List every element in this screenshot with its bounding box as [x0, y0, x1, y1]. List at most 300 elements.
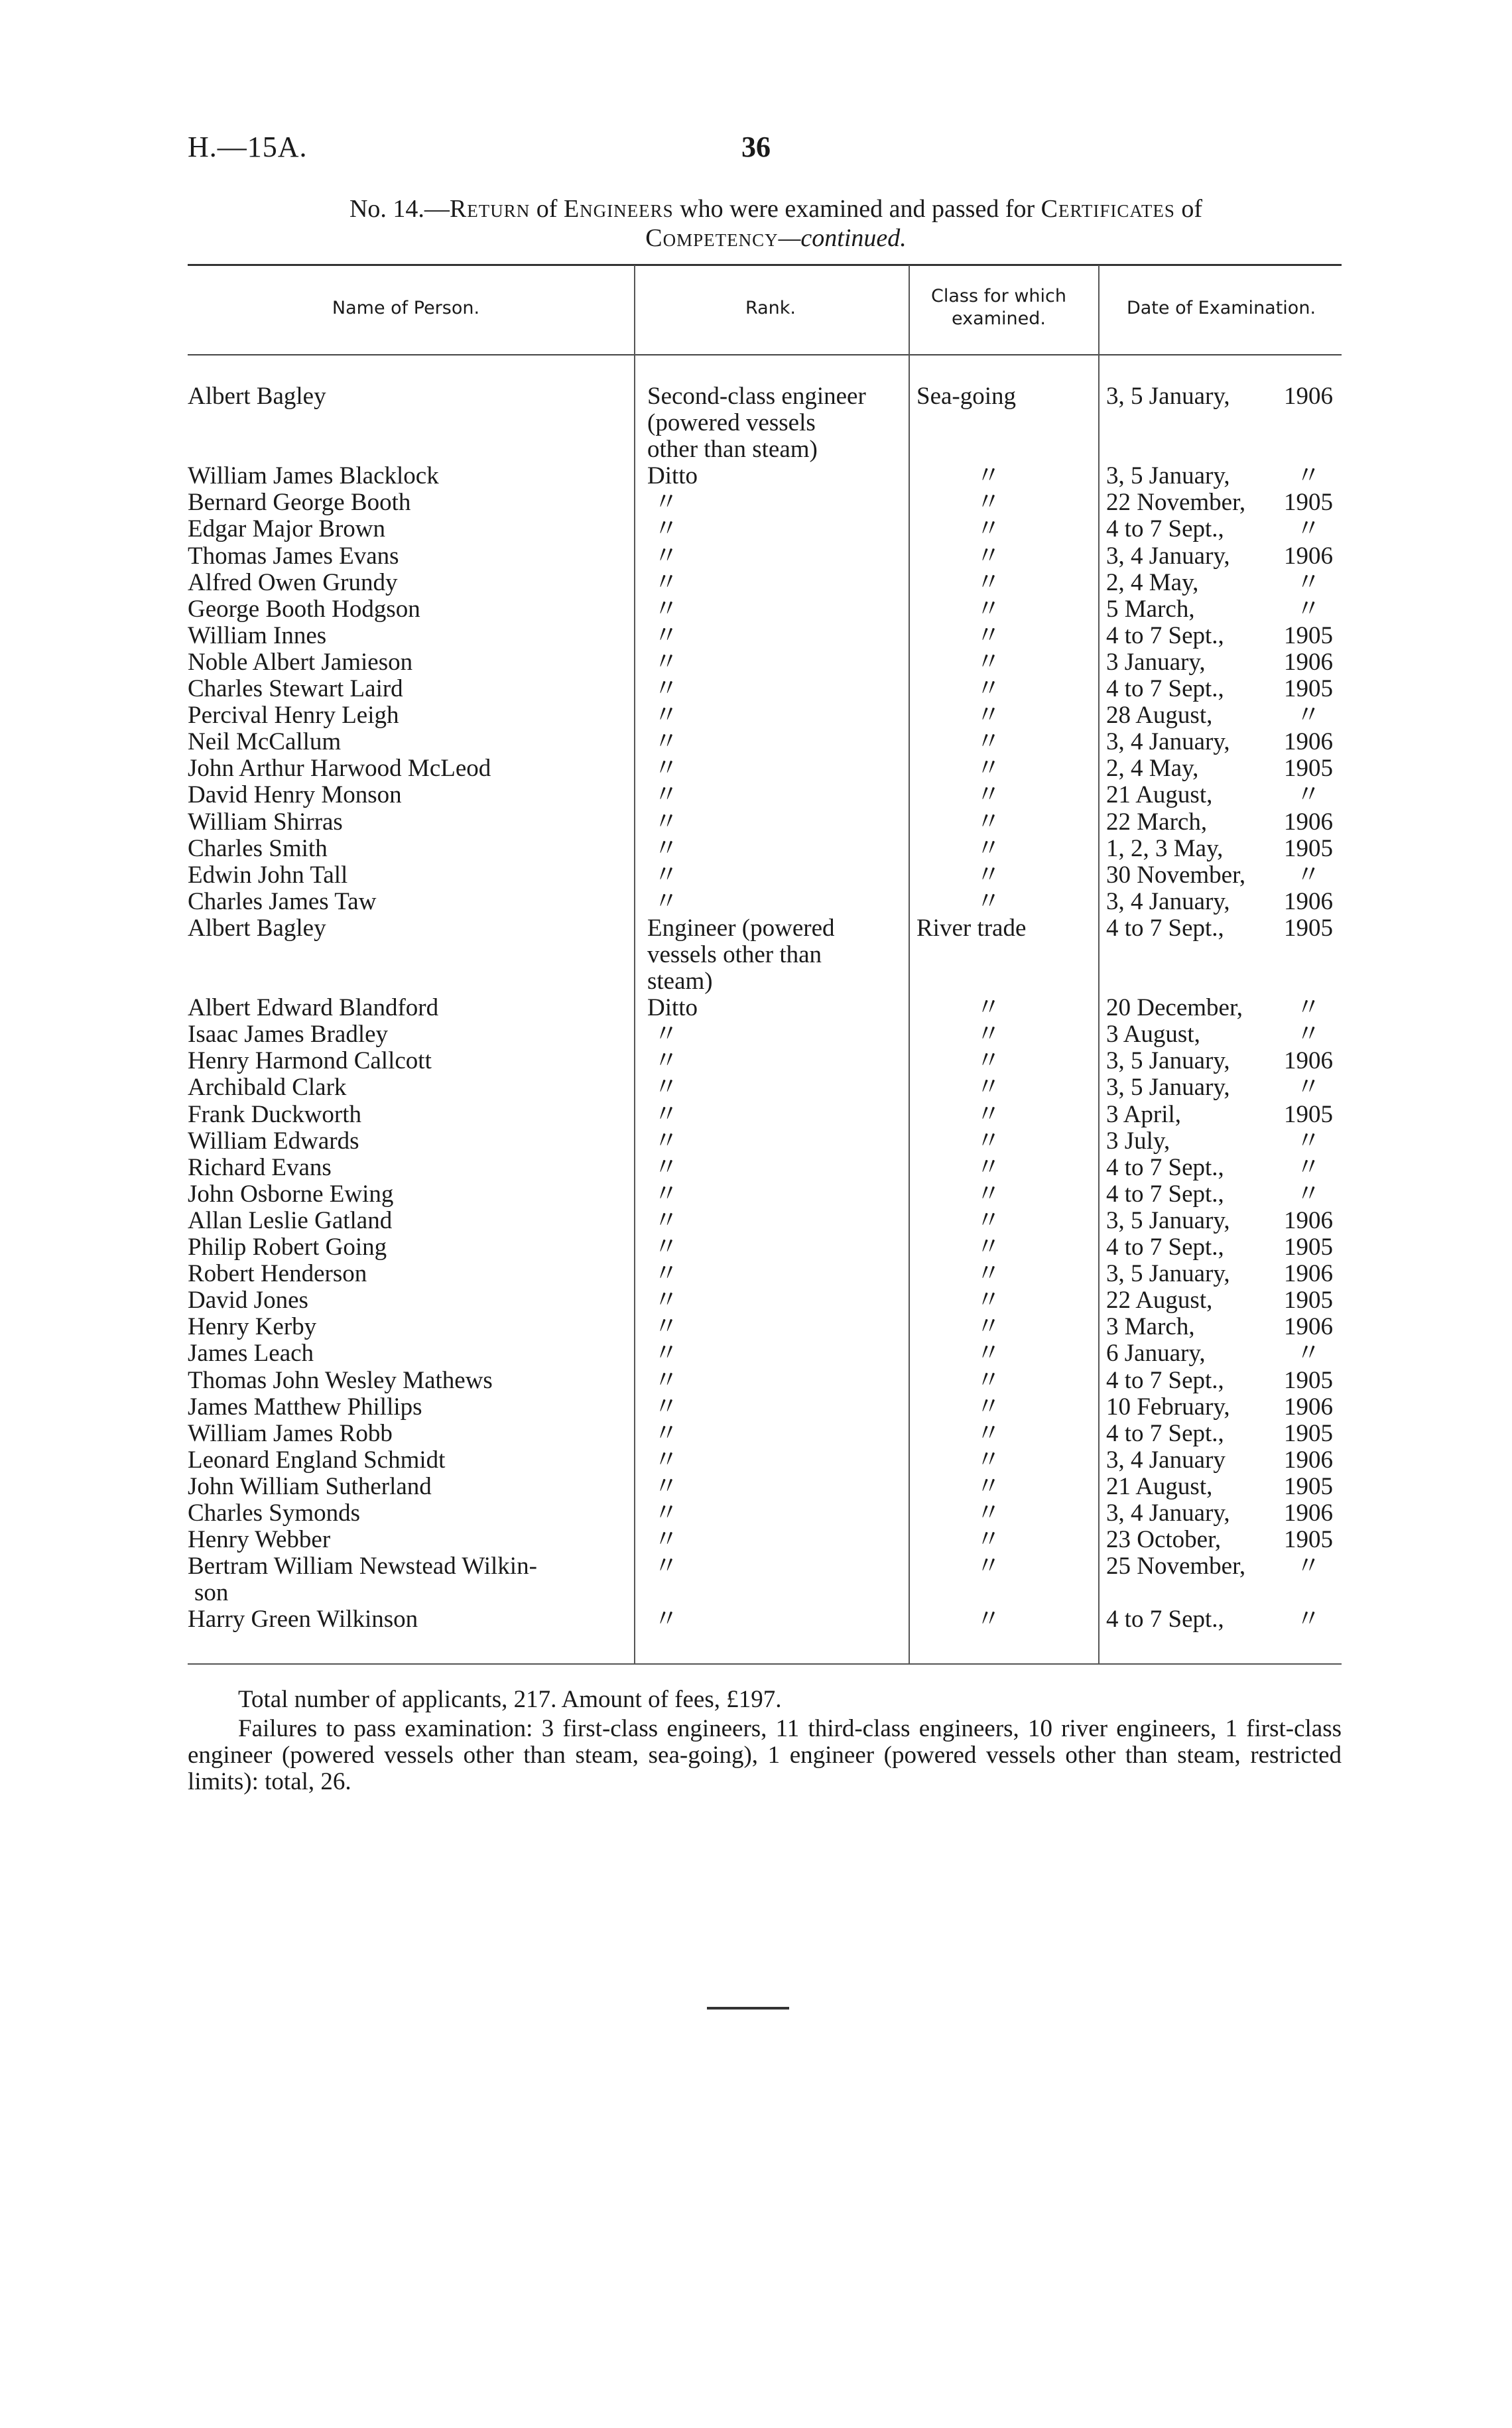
person-name [188, 836, 624, 862]
person-name-text: Henry Webber [188, 1527, 331, 1554]
rank [647, 915, 891, 995]
class-examined: 〃 [976, 1287, 1001, 1314]
rank [647, 1368, 891, 1394]
rank [647, 1128, 891, 1155]
exam-year: 〃 [1296, 781, 1321, 809]
class-examined: 〃 [976, 1393, 1001, 1421]
class-examined: 〃 [976, 1419, 1001, 1447]
page-number: 36 [741, 131, 771, 163]
rank-line: 〃 [654, 781, 678, 809]
person-name-text: Bertram William Newstead Wilkin- [188, 1553, 537, 1580]
table-row [188, 1102, 1342, 1128]
exam-year: 1905 [1284, 1287, 1333, 1314]
person-name-text: Bernard George Booth [188, 489, 411, 517]
rank-line: 〃 [654, 675, 678, 703]
person-name-text: John Arthur Harwood McLeod [188, 755, 491, 783]
table-row [188, 1527, 1342, 1553]
table-row [188, 729, 1342, 755]
exam-year: 1906 [1284, 1260, 1333, 1288]
table-top-rule [188, 264, 1342, 266]
exam-year: 1905 [1284, 1526, 1333, 1554]
table-row [188, 915, 1342, 995]
exam-year: 1905 [1284, 834, 1333, 862]
rank [647, 1234, 891, 1261]
totals-line: Total number of applicants, 217. Amount of fees, £197. [238, 1686, 782, 1713]
exam-year: 〃 [1296, 1553, 1321, 1580]
rank [647, 1314, 891, 1340]
class-examined: 〃 [976, 1446, 1001, 1474]
person-name-text: George Booth Hodgson [188, 596, 420, 623]
rank [647, 1181, 891, 1208]
column-header-class: Class for which examined. [931, 286, 1066, 329]
class-examined: 〃 [976, 621, 1001, 649]
column-header-rank: Rank. [745, 298, 796, 318]
rank [647, 516, 891, 543]
exam-date: 4 to 7 Sept., [1106, 1366, 1224, 1394]
rank [647, 1340, 891, 1367]
person-name-text: Charles Symonds [188, 1500, 361, 1527]
person-name-text: Edgar Major Brown [188, 516, 385, 543]
column-header-date: Date of Examination. [1126, 298, 1316, 318]
exam-year: 1906 [1284, 648, 1333, 676]
person-name-text: William Shirras [188, 808, 343, 836]
title-suffix: of [1174, 195, 1203, 223]
exam-date: 3 July, [1106, 1127, 1170, 1155]
rank [647, 676, 891, 702]
rank-line: 〃 [654, 887, 678, 915]
class-examined: 〃 [976, 1260, 1001, 1288]
exam-year: 1905 [1284, 675, 1333, 703]
rank-line: 〃 [654, 808, 678, 836]
person-name [188, 1155, 624, 1181]
class-examined: 〃 [976, 1313, 1001, 1341]
rank [647, 570, 891, 596]
table-row [188, 1155, 1342, 1181]
rank-line: 〃 [654, 1340, 678, 1368]
person-name [188, 1368, 624, 1394]
rank [647, 1474, 891, 1500]
table-row [188, 1368, 1342, 1394]
person-name [188, 755, 624, 782]
class-examined: 〃 [976, 462, 1001, 490]
title-of: of [530, 195, 564, 223]
person-name [188, 1606, 624, 1633]
person-name-text: James Leach [188, 1340, 314, 1368]
class-examined: 〃 [976, 1180, 1001, 1208]
person-name-text: John Osborne Ewing [188, 1181, 394, 1208]
title-prefix: No. 14.— [349, 195, 450, 223]
exam-date: 3 April, [1106, 1100, 1182, 1128]
person-name-text: Harry Green Wilkinson [188, 1606, 418, 1633]
exam-year: 〃 [1296, 1153, 1321, 1181]
person-name-text: James Matthew Phillips [188, 1393, 422, 1421]
exam-year: 〃 [1296, 861, 1321, 889]
rank [647, 729, 891, 755]
exam-date: 4 to 7 Sept., [1106, 621, 1224, 649]
exam-year: 〃 [1296, 462, 1321, 490]
exam-year: 〃 [1296, 1074, 1321, 1102]
person-name [188, 729, 624, 755]
exam-year: 1906 [1284, 808, 1333, 836]
class-examined: 〃 [976, 1553, 1001, 1580]
rank-line: 〃 [654, 1393, 678, 1421]
exam-date: 5 March, [1106, 595, 1195, 623]
end-rule [707, 2007, 789, 2010]
table-row [188, 1181, 1342, 1208]
exam-date: 2, 4 May, [1106, 568, 1199, 596]
table-row [188, 995, 1342, 1021]
table-row [188, 1394, 1342, 1421]
class-examined: 〃 [976, 702, 1001, 730]
person-name-text: Albert Bagley [188, 383, 326, 410]
person-name [188, 1181, 624, 1208]
person-name [188, 809, 624, 836]
exam-date: 3, 4 January [1106, 1446, 1226, 1474]
rank-line: Ditto [647, 462, 698, 490]
class-examined: 〃 [976, 1100, 1001, 1128]
exam-date: 4 to 7 Sept., [1106, 1419, 1224, 1447]
exam-date: 25 November, [1106, 1553, 1246, 1580]
class-examined: 〃 [976, 781, 1001, 809]
exam-date: 3, 5 January, [1106, 1206, 1230, 1234]
rank-line: Ditto [647, 994, 698, 1022]
exam-year: 1905 [1284, 621, 1333, 649]
engineers-table [188, 383, 1342, 1633]
rank-line: 〃 [654, 1047, 678, 1075]
person-name-text: Noble Albert Jamieson [188, 649, 413, 676]
title-middle: who were examined and passed for [673, 195, 1041, 223]
rank-line: 〃 [654, 1446, 678, 1474]
table-bottom-rule [188, 1663, 1342, 1665]
rank-line: 〃 [654, 1287, 678, 1314]
exam-date: 2, 4 May, [1106, 755, 1199, 783]
rank-line: 〃 [654, 542, 678, 570]
person-name [188, 1527, 624, 1553]
person-name [188, 1553, 624, 1606]
table-row [188, 1234, 1342, 1261]
exam-year: 〃 [1296, 1021, 1321, 1049]
person-name [188, 1048, 624, 1074]
person-name [188, 1500, 624, 1527]
table-row [188, 570, 1342, 596]
exam-year: 1906 [1284, 542, 1333, 570]
exam-year: 1905 [1284, 914, 1333, 942]
person-name-text: Neil McCallum [188, 729, 342, 756]
rank [647, 1208, 891, 1234]
exam-year: 1906 [1284, 1313, 1333, 1341]
table-row [188, 1048, 1342, 1074]
rank [647, 1021, 891, 1048]
table-row [188, 543, 1342, 570]
exam-date: 3, 4 January, [1106, 887, 1230, 915]
exam-date: 3, 5 January, [1106, 1260, 1230, 1288]
exam-date: 3 January, [1106, 648, 1206, 676]
exam-date: 21 August, [1106, 781, 1213, 809]
class-examined: River trade [916, 914, 1027, 942]
person-name [188, 862, 624, 889]
table-row [188, 596, 1342, 623]
person-name [188, 516, 624, 543]
exam-date: 3, 4 January, [1106, 542, 1230, 570]
person-name [188, 1208, 624, 1234]
rank-line: steam) [647, 968, 713, 995]
class-examined: 〃 [976, 1206, 1001, 1234]
table-row [188, 1261, 1342, 1287]
exam-date: 3 March, [1106, 1313, 1195, 1341]
table-row [188, 702, 1342, 729]
exam-year: 〃 [1296, 515, 1321, 543]
person-name [188, 1021, 624, 1048]
class-examined: 〃 [976, 1366, 1001, 1394]
exam-date: 4 to 7 Sept., [1106, 675, 1224, 703]
exam-year: 1906 [1284, 1206, 1333, 1234]
person-name [188, 570, 624, 596]
table-row [188, 1553, 1342, 1606]
exam-date: 22 November, [1106, 489, 1246, 517]
person-name-text: Charles James Taw [188, 888, 377, 915]
rank-line: 〃 [654, 1127, 678, 1155]
rank [647, 383, 891, 463]
class-examined: 〃 [976, 595, 1001, 623]
person-name-text: William Edwards [188, 1127, 359, 1155]
rank-line: 〃 [654, 834, 678, 862]
person-name-text: Edwin John Tall [188, 862, 348, 889]
person-name-text: David Jones [188, 1287, 308, 1314]
rank-line: vessels other than [647, 940, 822, 968]
exam-date: 6 January, [1106, 1340, 1206, 1368]
rank [647, 1074, 891, 1101]
table-row [188, 649, 1342, 676]
exam-year: 1905 [1284, 1366, 1333, 1394]
exam-year: 〃 [1296, 595, 1321, 623]
rank-line: 〃 [654, 1313, 678, 1341]
exam-date: 3 August, [1106, 1021, 1200, 1049]
person-name-text: Charles Smith [188, 835, 328, 862]
exam-year: 1906 [1284, 887, 1333, 915]
rank [647, 862, 891, 889]
person-name [188, 596, 624, 623]
person-name [188, 1474, 624, 1500]
rank-line: other than steam) [647, 436, 818, 464]
class-examined: 〃 [976, 1021, 1001, 1049]
rank-line: 〃 [654, 648, 678, 676]
rank [647, 1447, 891, 1474]
class-examined: 〃 [976, 489, 1001, 517]
rank [647, 1500, 891, 1527]
class-examined: 〃 [976, 515, 1001, 543]
exam-year: 1905 [1284, 755, 1333, 783]
person-name [188, 702, 624, 729]
person-name [188, 489, 624, 516]
table-row [188, 889, 1342, 915]
rank [647, 836, 891, 862]
exam-date: 3, 4 January, [1106, 728, 1230, 756]
person-name [188, 623, 624, 649]
class-examined: 〃 [976, 1153, 1001, 1181]
column-header-name: Name of Person. [332, 298, 480, 318]
rank [647, 1421, 891, 1447]
class-examined: 〃 [976, 834, 1001, 862]
rank [647, 543, 891, 570]
class-examined: 〃 [976, 675, 1001, 703]
exam-date: 23 October, [1106, 1526, 1222, 1554]
rank [647, 1261, 891, 1287]
class-examined: 〃 [976, 1472, 1001, 1500]
person-name-text: Thomas James Evans [188, 543, 399, 570]
rank-line: 〃 [654, 1074, 678, 1102]
failures-note: Failures to pass examination: 3 first-class engineers, 11 third-class engineers, 10 river engineers, 1 first-class engineer (powered vessels other than steam, sea-going), 1 engineer (powered vessels other than steam, restricted limits): total, 26. [188, 1715, 1342, 1795]
exam-year: 1906 [1284, 728, 1333, 756]
class-examined: 〃 [976, 1606, 1001, 1633]
exam-year: 1905 [1284, 1419, 1333, 1447]
person-name-text: Albert Bagley [188, 915, 326, 942]
class-examined: 〃 [976, 1499, 1001, 1527]
person-name-text: William James Robb [188, 1420, 393, 1447]
rank-line: 〃 [654, 489, 678, 517]
rank-line: 〃 [654, 568, 678, 596]
rank-line: 〃 [654, 861, 678, 889]
table-row [188, 1474, 1342, 1500]
rank-line: 〃 [654, 1153, 678, 1181]
exam-year: 1906 [1284, 1499, 1333, 1527]
rank-line: 〃 [654, 728, 678, 756]
table-row [188, 676, 1342, 702]
table-row [188, 1287, 1342, 1314]
class-examined: 〃 [976, 755, 1001, 783]
table-title [252, 194, 1300, 253]
class-examined: 〃 [976, 1234, 1001, 1261]
exam-date: 28 August, [1106, 702, 1213, 730]
table-row [188, 1606, 1342, 1633]
document-code: H.—15A. [188, 131, 308, 163]
person-name-text: Henry Harmond Callcott [188, 1048, 432, 1075]
rank [647, 1102, 891, 1128]
rank [647, 1394, 891, 1421]
class-examined: 〃 [976, 568, 1001, 596]
table-row [188, 1447, 1342, 1474]
person-name [188, 995, 624, 1021]
rank-line: (powered vessels [647, 409, 816, 437]
rank-line: 〃 [654, 1100, 678, 1128]
exam-date: 1, 2, 3 May, [1106, 834, 1224, 862]
table-row [188, 862, 1342, 889]
person-name-text: Alfred Owen Grundy [188, 569, 398, 596]
rank [647, 1287, 891, 1314]
table-row [188, 1128, 1342, 1155]
rank [647, 889, 891, 915]
table-row [188, 1208, 1342, 1234]
class-examined: 〃 [976, 994, 1001, 1022]
rank-line: 〃 [654, 1180, 678, 1208]
exam-year: 〃 [1296, 568, 1321, 596]
person-name-text: John William Sutherland [188, 1473, 432, 1500]
person-name-text: Leonard England Schmidt [188, 1446, 446, 1474]
rank-line: 〃 [654, 1206, 678, 1234]
rank [647, 782, 891, 808]
person-name-text: Archibald Clark [188, 1074, 347, 1102]
person-name-text: Albert Edward Blandford [188, 995, 439, 1022]
class-examined: 〃 [976, 861, 1001, 889]
class-examined: Sea-going [916, 383, 1017, 410]
exam-year: 〃 [1296, 1340, 1321, 1368]
rank-line: 〃 [654, 1234, 678, 1261]
table-row [188, 1074, 1342, 1101]
person-name-text: Robert Henderson [188, 1261, 367, 1288]
person-name [188, 1314, 624, 1340]
rank [647, 596, 891, 623]
table-row [188, 836, 1342, 862]
person-name [188, 676, 624, 702]
person-name [188, 915, 624, 942]
exam-date: 3, 5 January, [1106, 383, 1230, 410]
rank [647, 649, 891, 676]
person-name-text: Richard Evans [188, 1154, 332, 1181]
title-certificates: Certificates [1040, 195, 1175, 223]
rank-line: 〃 [654, 702, 678, 730]
rank-line: 〃 [654, 1606, 678, 1633]
header-rule [188, 354, 1342, 355]
class-examined: 〃 [976, 1047, 1001, 1075]
rank [647, 702, 891, 729]
title-competency: Competency [645, 224, 779, 252]
person-name-text: Charles Stewart Laird [188, 676, 403, 703]
class-examined: 〃 [976, 542, 1001, 570]
exam-year: 〃 [1296, 1127, 1321, 1155]
rank-line: 〃 [654, 515, 678, 543]
rank-line: 〃 [654, 621, 678, 649]
person-name [188, 383, 624, 410]
exam-date: 30 November, [1106, 861, 1246, 889]
person-name-text: Henry Kerby [188, 1314, 317, 1341]
exam-year: 〃 [1296, 994, 1321, 1022]
exam-year: 1906 [1284, 1047, 1333, 1075]
exam-date: 3, 4 January, [1106, 1499, 1230, 1527]
person-name [188, 1394, 624, 1421]
exam-year: 1906 [1284, 1393, 1333, 1421]
exam-year: 1905 [1284, 1100, 1333, 1128]
class-examined: 〃 [976, 728, 1001, 756]
person-name-text: David Henry Monson [188, 782, 402, 809]
person-name [188, 1074, 624, 1101]
person-name-text: Isaac James Bradley [188, 1021, 389, 1049]
exam-date: 3, 5 January, [1106, 1047, 1230, 1075]
table-row [188, 782, 1342, 808]
exam-year: 1905 [1284, 1234, 1333, 1261]
rank-line: 〃 [654, 1419, 678, 1447]
rank [647, 1527, 891, 1553]
person-name-text: Thomas John Wesley Mathews [188, 1367, 493, 1394]
title-engineers: Engineers [563, 195, 674, 223]
person-name-text: William James Blacklock [188, 463, 439, 490]
rank-line: 〃 [654, 1499, 678, 1527]
title-return: Return [449, 195, 531, 223]
table-row [188, 1500, 1342, 1527]
table-row [188, 463, 1342, 489]
person-name [188, 1447, 624, 1474]
exam-date: 4 to 7 Sept., [1106, 1234, 1224, 1261]
person-name [188, 1340, 624, 1367]
rank-line: 〃 [654, 1021, 678, 1049]
table-row [188, 516, 1342, 543]
exam-date: 21 August, [1106, 1472, 1213, 1500]
exam-year: 1906 [1284, 383, 1333, 410]
person-name-continuation: son [194, 1579, 229, 1607]
table-row [188, 489, 1342, 516]
person-name [188, 463, 624, 489]
class-examined: 〃 [976, 887, 1001, 915]
class-examined: 〃 [976, 1526, 1001, 1554]
exam-date: 22 August, [1106, 1287, 1213, 1314]
